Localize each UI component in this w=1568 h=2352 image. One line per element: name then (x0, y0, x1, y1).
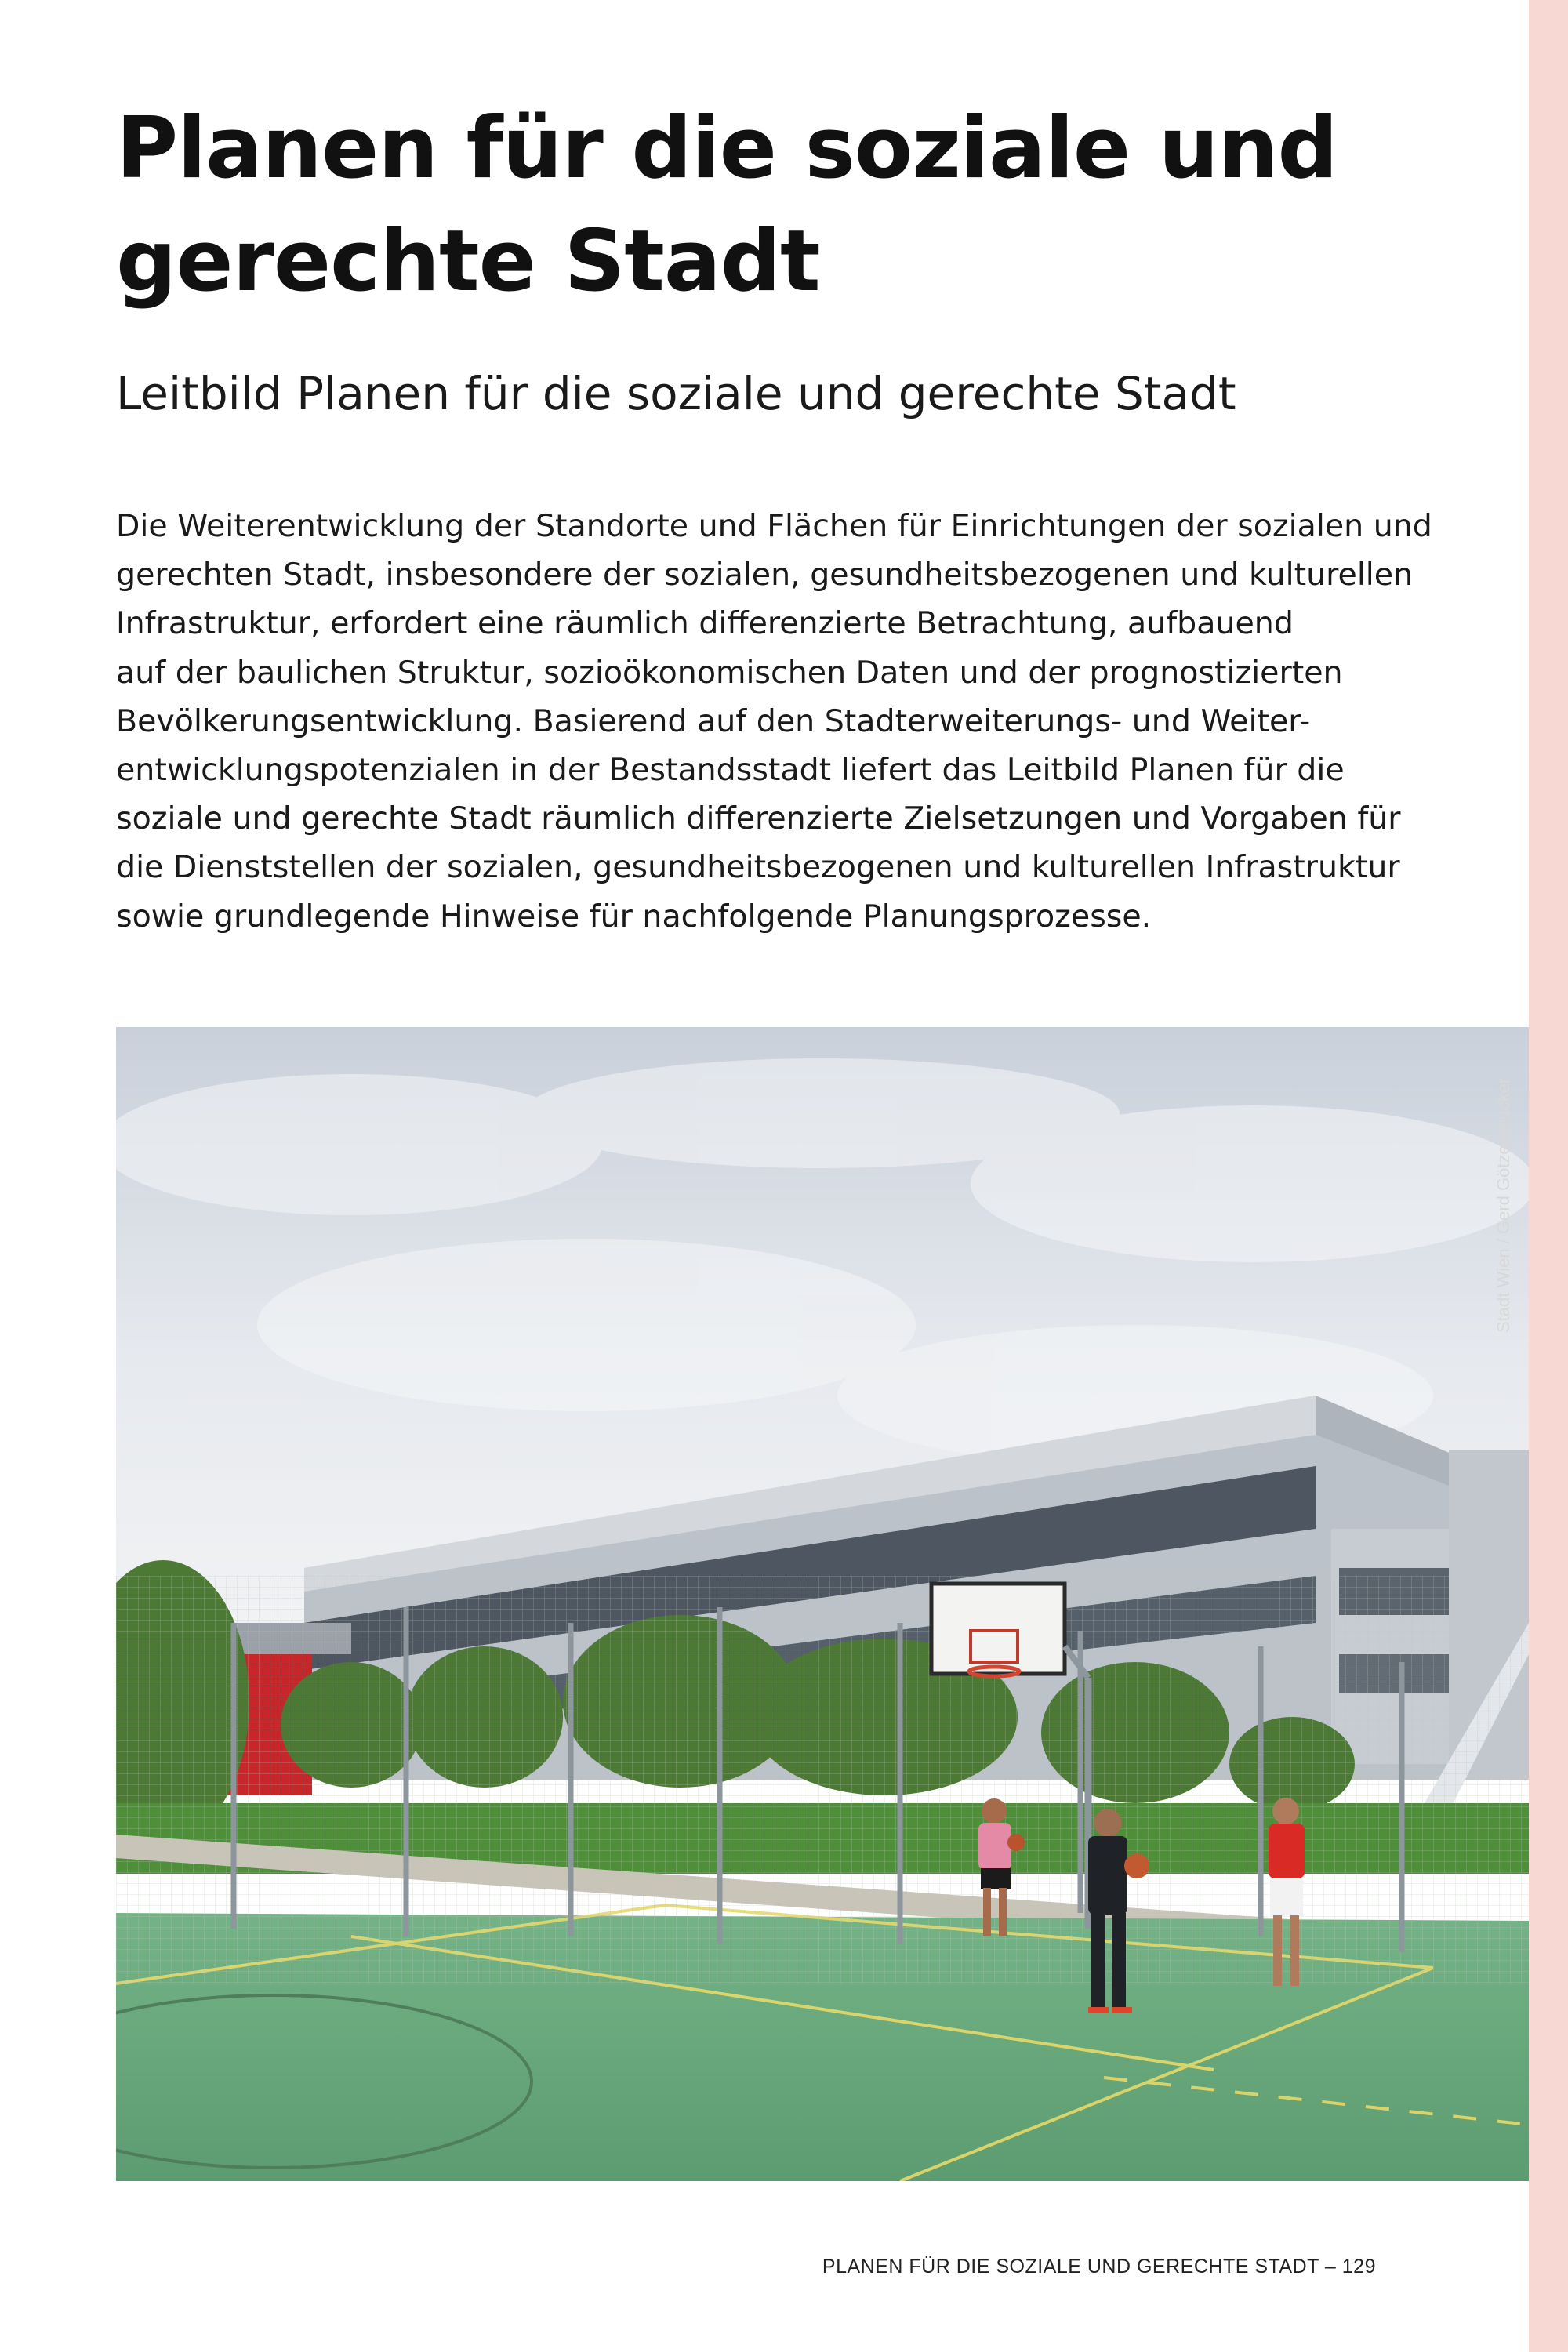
photo-illustration (116, 1027, 1529, 2181)
fence-mesh (116, 1576, 1529, 1984)
footer-separator: – (1324, 2256, 1337, 2278)
page-footer (822, 2256, 1376, 2278)
body-paragraph (116, 502, 1465, 941)
body-line: Bevölkerungsentwicklung. Basierend auf den Stadterweiterungs- und Weiter- (116, 702, 1311, 739)
body-line: sowie grundlegende Hinweise für nachfolgende Planungsprozesse. (116, 898, 1152, 935)
page-title-line-2: gerechte Stadt (116, 212, 820, 310)
body-line: Die Weiterentwicklung der Standorte und Flächen für Einrichtungen der sozialen und (116, 508, 1432, 544)
body-line: entwicklungspotenzialen in der Bestandsstadt liefert das Leitbild Planen für die (116, 752, 1345, 789)
page-title (116, 93, 1449, 318)
running-title: PLANEN FÜR DIE SOZIALE UND GERECHTE STADT (822, 2256, 1319, 2278)
section-subtitle: Leitbild Planen für die soziale und gerechte Stadt (116, 367, 1236, 420)
body-line: Infrastruktur, erfordert eine räumlich differenzierte Betrachtung, aufbauend (116, 605, 1294, 642)
page-edge-band (1529, 0, 1568, 2352)
body-line: die Dienststellen der sozialen, gesundheitsbezogenen und kulturellen Infrastruktur (116, 849, 1400, 886)
page-title-line-1: Planen für die soziale und (116, 100, 1338, 198)
body-line: auf der baulichen Struktur, sozioökonomischen Daten und der prognostizierten (116, 654, 1343, 691)
body-line: soziale und gerechte Stadt räumlich differenzierte Zielsetzungen und Vorgaben für (116, 800, 1401, 837)
photo-credit: Stadt Wien / Gerd Götzenbrucker (1494, 1077, 1513, 1333)
photo-basketball-court (116, 1027, 1529, 2181)
page-number: 129 (1341, 2256, 1376, 2278)
body-line: gerechten Stadt, insbesondere der sozialen, gesundheitsbezogenen und kulturellen (116, 557, 1414, 593)
